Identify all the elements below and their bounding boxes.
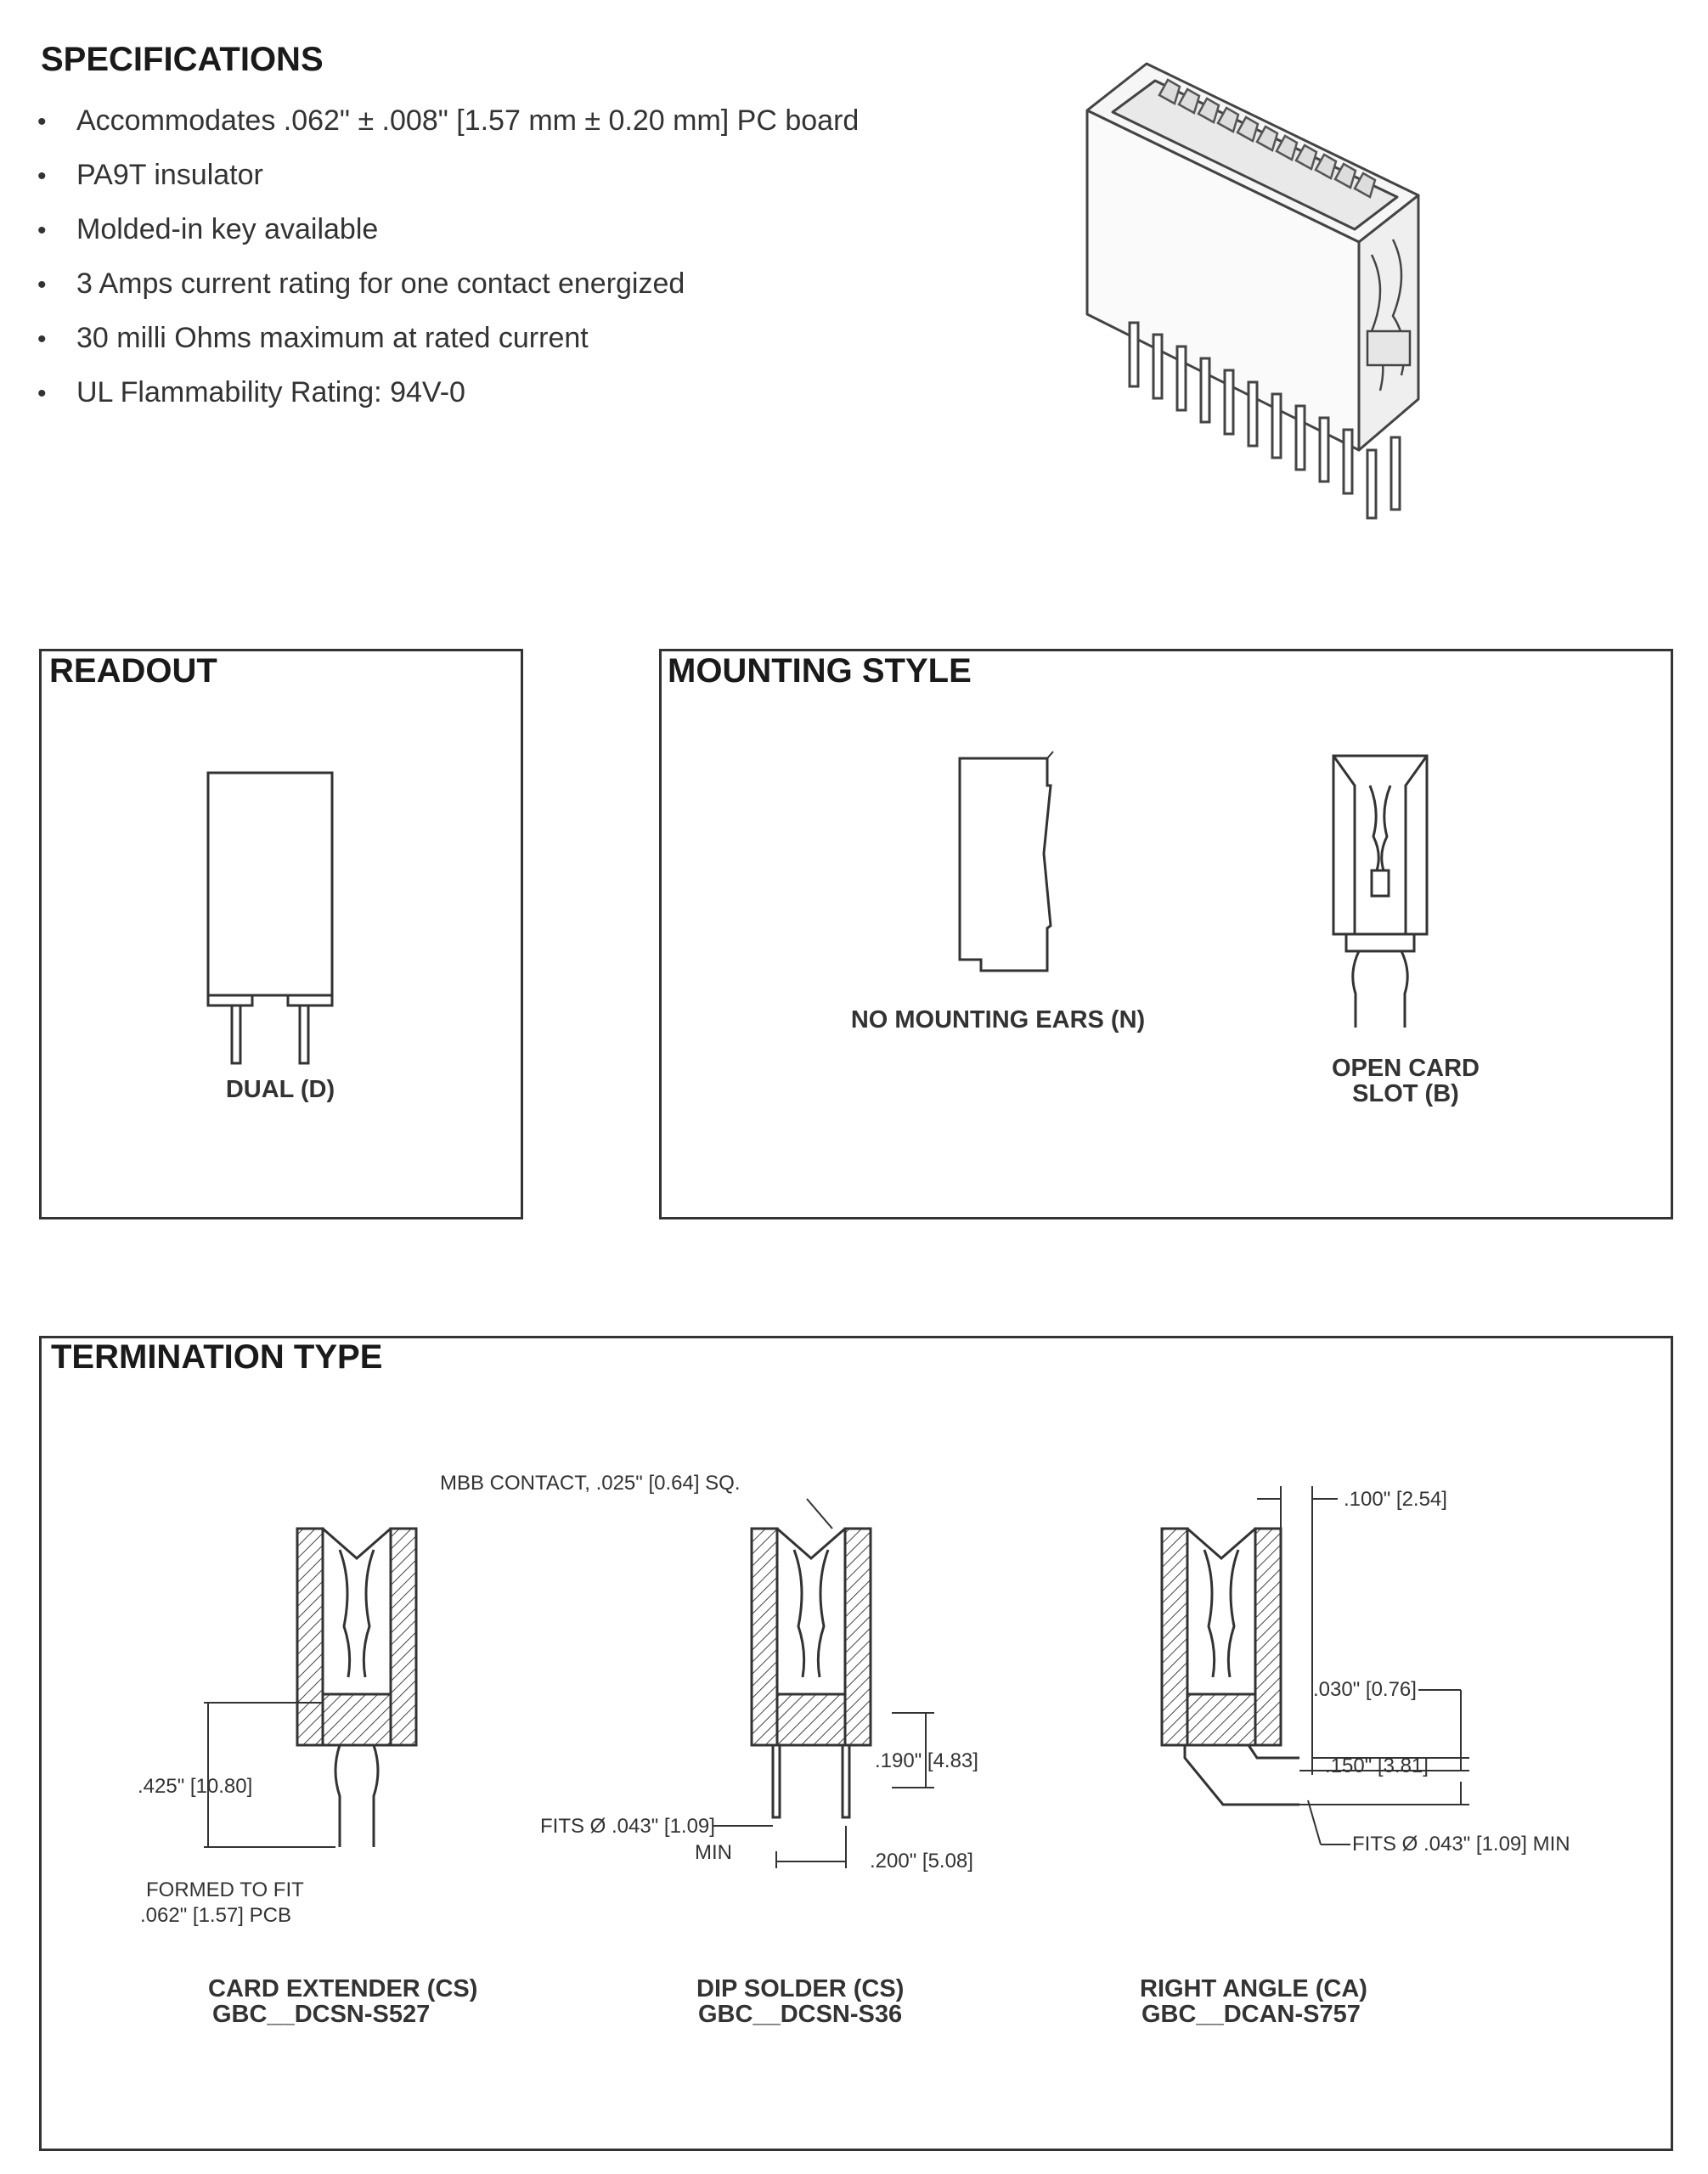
dip-solder-label: DIP SOLDER (CS) [696, 1975, 905, 2002]
spec-item: • UL Flammability Rating: 94V-0 [37, 376, 465, 408]
card-extender-note-line2: .062" [1.57] PCB [140, 1904, 291, 1927]
spec-item: • 3 Amps current rating for one contact energized [37, 268, 685, 300]
dip-solder-dim-190: .190" [4.83] [875, 1749, 978, 1772]
specifications-list [37, 93, 859, 420]
dual-readout-illustration [204, 769, 340, 1066]
dip-solder-fits-line1: FITS Ø .043" [1.09] [540, 1815, 715, 1838]
dip-solder-contact-note: MBB CONTACT, .025" [0.64] SQ. [440, 1472, 741, 1495]
spec-item: • PA9T insulator [37, 159, 263, 191]
mounting-style-title: MOUNTING STYLE [668, 652, 972, 690]
mounting-option-no-ears: NO MOUNTING EARS (N) [850, 1006, 1146, 1033]
right-angle-dim-030: .030" [0.76] [1313, 1678, 1417, 1701]
card-extender-note-line1: FORMED TO FIT [146, 1878, 304, 1901]
dip-solder-dim-200: .200" [5.08] [870, 1850, 973, 1873]
mounting-style-box [659, 649, 1673, 1219]
termination-type-title: TERMINATION TYPE [51, 1338, 383, 1376]
right-angle-fits: FITS Ø .043" [1.09] MIN [1352, 1833, 1570, 1856]
card-extender-label: CARD EXTENDER (CS) [208, 1975, 478, 2002]
spec-item: • Accommodates .062" ± .008" [1.57 mm ± 0.20 mm] PC board [37, 104, 860, 137]
readout-title: READOUT [49, 652, 217, 690]
card-extender-part: GBC__DCSN-S527 [212, 2001, 431, 2028]
right-angle-dim-150: .150" [3.81] [1325, 1754, 1429, 1777]
right-angle-label: RIGHT ANGLE (CA) [1140, 1975, 1367, 2002]
dip-solder-drawing [739, 1495, 1019, 1894]
open-card-slot-illustration [1329, 752, 1431, 1032]
spec-item: • 30 milli Ohms maximum at rated current [37, 322, 589, 354]
connector-illustration [1079, 51, 1435, 544]
right-angle-dim-100: .100" [2.54] [1344, 1488, 1447, 1511]
mounting-option-open-slot-line1: OPEN CARD [1331, 1055, 1480, 1082]
no-mounting-ears-illustration [955, 752, 1057, 972]
right-angle-part: GBC__DCAN-S757 [1141, 2001, 1361, 2028]
readout-option-dual: DUAL (D) [225, 1076, 335, 1103]
right-angle-drawing [1155, 1478, 1478, 1868]
card-extender-drawing [187, 1524, 442, 1881]
dip-solder-part: GBC__DCSN-S36 [698, 2001, 903, 2028]
card-extender-height-dim: .425" [10.80] [138, 1775, 253, 1798]
mounting-option-open-slot-line2: SLOT (B) [1352, 1080, 1459, 1107]
specifications-title: SPECIFICATIONS [41, 41, 324, 78]
spec-item: • Molded-in key available [37, 213, 379, 245]
dip-solder-fits-line2: MIN [695, 1841, 732, 1864]
